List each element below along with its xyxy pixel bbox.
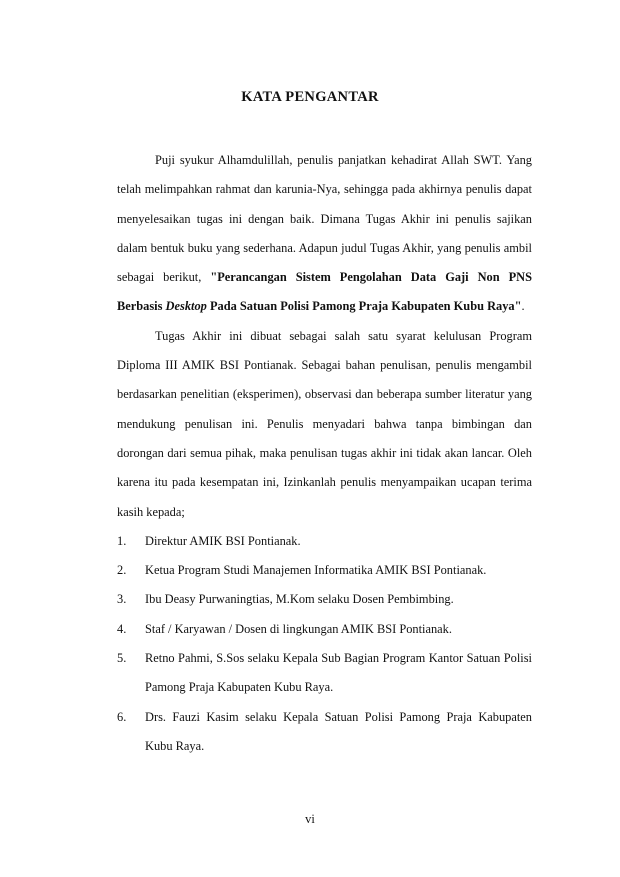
list-item-text: Retno Pahmi, S.Sos selaku Kepala Sub Bagian Program Kantor Satuan Polisi Pamong Praja Kabupaten Kubu Raya. [145,651,532,695]
list-item [117,615,532,644]
thesis-title-part2: Pada Satuan Polisi Pamong Praja Kabupaten Kubu Raya" [206,299,522,314]
list-item-text: Direktur AMIK BSI Pontianak. [145,533,301,548]
page-title: KATA PENGANTAR [241,89,379,105]
list-item [117,644,532,703]
list-item [117,703,532,762]
list-item-number: 1. [117,533,127,548]
thesis-title-italic: Desktop [165,299,207,314]
thanks-list [117,527,532,761]
paragraph-2: Tugas Akhir ini dibuat sebagai salah satu syarat kelulusan Program Diploma III AMIK BSI Pontianak. Sebagai bahan penulisan, penulis mengambil berdasarkan penelitian (eksperimen), observasi dan beberapa sumber literatur yang mendukung penulisan ini. Penulis menyadari bahwa tanpa bimbingan dan dorongan dari semua pihak, maka penulisan tugas akhir ini tidak akan lancar. Oleh karena itu pada kesempatan ini, Izinkanlah penulis menyampaikan ucapan terima kasih kepada; [117,328,532,519]
list-item [117,527,532,556]
list-item-number: 3. [117,592,127,607]
list-item-number: 4. [117,621,127,636]
list-item-text: Ibu Deasy Purwaningtias, M.Kom selaku Dosen Pembimbing. [145,592,454,607]
list-item-text: Ketua Program Studi Manajemen Informatika AMIK BSI Pontianak. [145,563,487,578]
page-number: vi [305,812,315,826]
list-item [117,585,532,614]
list-item-number: 6. [117,709,127,724]
paragraph-1-end: . [521,299,525,314]
list-item-text: Drs. Fauzi Kasim selaku Kepala Satuan Polisi Pamong Praja Kabupaten Kubu Raya. [145,709,532,753]
paragraph-1 [117,146,532,322]
list-item-text: Staf / Karyawan / Dosen di lingkungan AMIK BSI Pontianak. [145,621,452,636]
document-body [117,146,532,761]
list-item [117,556,532,585]
thesis-title-part1: "Perancangan Sistem Pengolahan Data Gaji Non PNS Berbasis [117,270,533,314]
list-item-number: 2. [117,563,127,578]
paragraph-1-intro: Puji syukur Alhamdulillah, penulis panjatkan kehadirat Allah SWT. Yang telah melimpahkan rahmat dan karunia-Nya, sehingga pada akhirnya penulis dapat menyelesaikan tugas ini dengan baik. Dimana Tugas Akhir ini penulis sajikan dalam bentuk buku yang sederhana. Adapun judul Tugas Akhir, yang penulis ambil sebagai berikut, [117,153,532,285]
list-item-number: 5. [117,651,127,666]
